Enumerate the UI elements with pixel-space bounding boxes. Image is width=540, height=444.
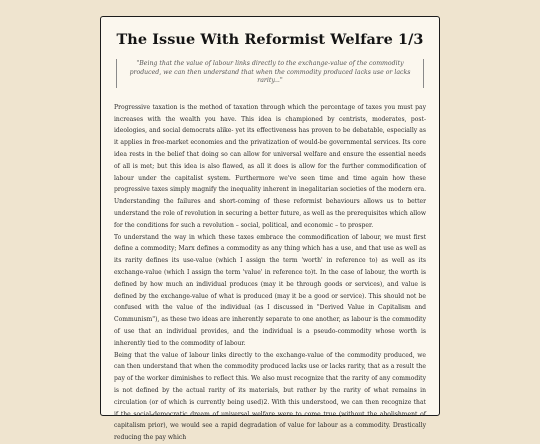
article-title: The Issue With Reformist Welfare 1/3 xyxy=(116,31,424,48)
pull-quote: "Being that the value of labour links directly to the exchange-value of the commodity produced, we can then understand that when the commodity produced lacks use or lacks rarity..." xyxy=(116,59,424,88)
body-paragraph-3: Being that the value of labour links directly to the exchange-value of the commodity produced, we can then understand that when the commodity produced lacks use or lacks rarity, that as a result the pay of the worker diminishes to reflect this. We also must recognize that the rarity of any commodity is not defined by the actual rarity of its materials, but rather by the rarity of what remains in circulation (or of which is currently being used)2. With this understood, we can then recognize that if the social-democratic dream of universal welfare were to come true (without the abolishment of capitalism prior), we would see a rapid degradation of value for labour as a commodity. Drastically reducing the pay which xyxy=(114,351,426,442)
body-paragraph-1: Progressive taxation is the method of taxation through which the percentage of taxes you must pay increases with the wealth you have. This idea is championed by centrists, moderates, post-ideologies, and social democrats alike- yet its effectiveness has proven to be debatable, especially as it applies in free-market economies and the privatization of would-be governmental services. Its core idea rests in the belief that doing so can allow for universal welfare and ensure the essential needs of all is met; but this idea is also flawed, as all it does is allow for the further commodification of labour under the capitalist system. Furthermore we've seen time and time again how these progressive taxes simply magnify the inequality inherent in inegalitarian societies of the modern era. Understanding the failures and short-coming of these reformist behaviours allows us to better understand the role of revolution in securing a better future, as well as the prerequisites which allow for the conditions for such a revolution – social, political, and economic – to prosper. xyxy=(114,103,426,229)
article-card xyxy=(100,16,440,442)
article-body xyxy=(114,102,426,444)
body-paragraph-2: To understand the way in which these taxes embrace the commodification of labour, we must first define a commodity; Marx defines a commodity as any thing which has a use, and that use as well as its rarity defines its use-value (which I assign the term 'worth' in reference to) as well as its exchange-value (which I assign the term 'value' in reference to)t. In the case of labour, the worth is defined by how much an individual produces (may it be through goods or services), and value is defined by the exchange-value of what is produced (may it be a good or service). This should not be confused with the value of the individual (as I discussed in "Derived Value in Capitalism and Communism"), as these two ideas are inherently separate to one another, as labour is the commodity of use that an individual provides, and the individual is a pseudo-commodity whose worth is inherently tied to the commodity of labour. xyxy=(114,233,426,347)
